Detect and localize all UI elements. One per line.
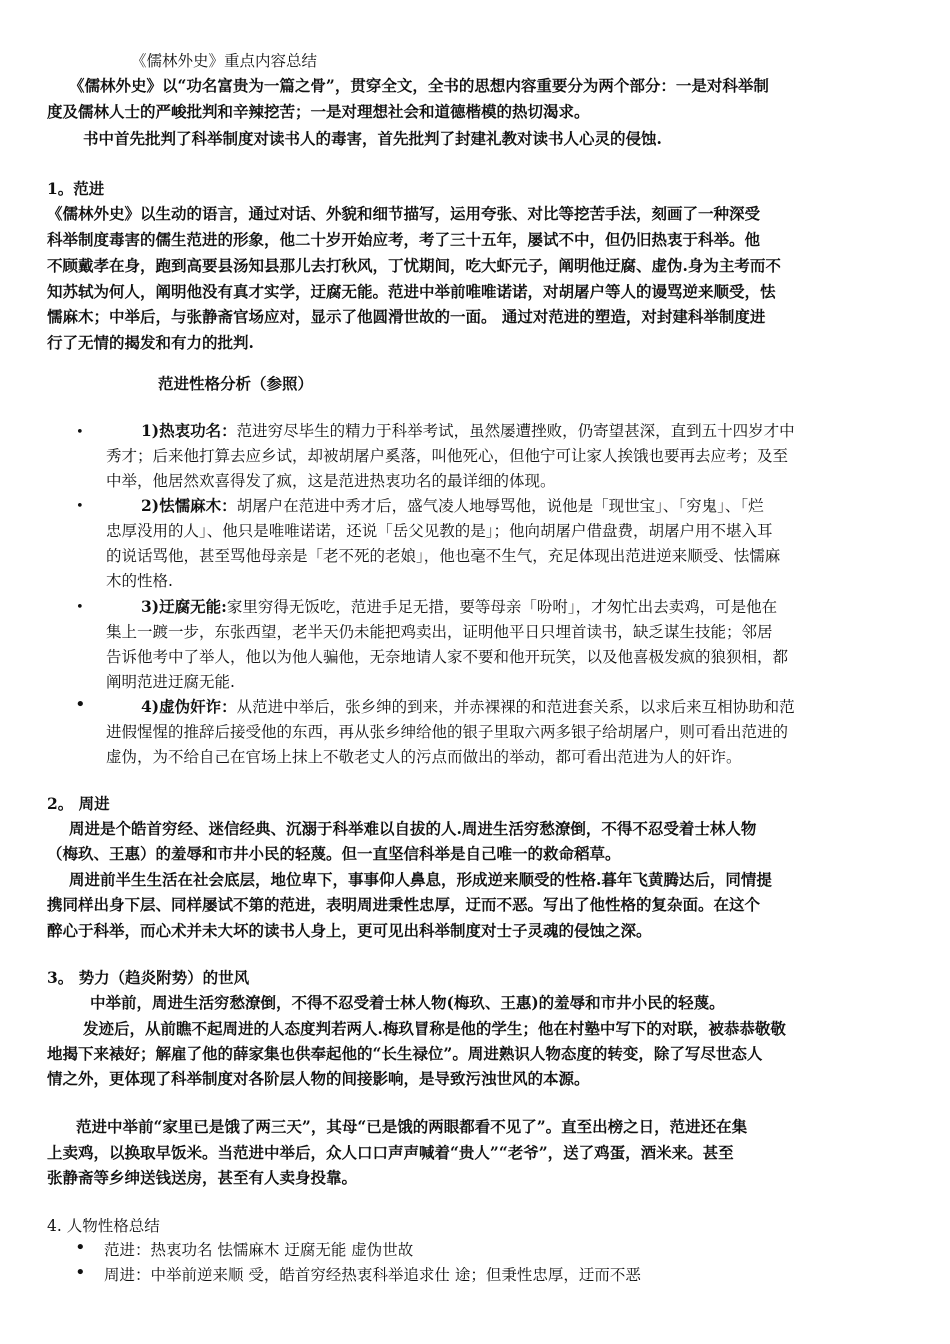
bullet-icon: •	[75, 1262, 86, 1283]
summary-item: 范进：热衷功名 怯懦麻木 迂腐无能 虚伪世故	[104, 1241, 414, 1259]
section-paragraph-line: 科举制度毒害的儒生范进的形象，他二十岁开始应考，考了三十五年，屡试不中，但仍旧热衷于科举。他	[47, 230, 761, 249]
document-title: 《儒林外史》重点内容总结	[131, 52, 318, 70]
section-paragraph-line: 范进中举前“家里已是饿了两三天”，其母“已是饿的两眼都看不见了”。直至出榜之日，范进还在集	[76, 1117, 748, 1136]
bullet-icon: •	[75, 1237, 86, 1258]
analysis-item-line: 集上一踱一步，东张西望，老半天仍未能把鸡卖出，证明他平日只埋首读书，缺乏谋生技能；邻居	[106, 623, 773, 641]
analysis-item-label: 2)怯懦麻木：	[141, 496, 237, 515]
intro-line: 《儒林外史》以“功名富贵为一篇之骨”，贯穿全文，全书的思想内容重要分为两个部分：一是对科举制	[69, 76, 769, 95]
analysis-item	[141, 495, 764, 517]
analysis-item-label: 1)热衷功名：	[141, 421, 237, 440]
section-heading-social-trend: 3。 势力（趋炎附势）的世风	[47, 968, 250, 987]
analysis-item-line: 的说话骂他，甚至骂他母亲是「老不死的老娘」，他也毫不生气，充足体现出范进逆来顺受、怯懦麻	[106, 547, 781, 565]
subheading-character-analysis: 范进性格分析（参照）	[158, 374, 314, 393]
section-paragraph-line: 懦麻木；中举后，与张静斋官场应对，显示了他圆滑世故的一面。 通过对范进的塑造，对封建科举制度进	[47, 307, 766, 326]
section-paragraph-line: 地揭下来裱好；解雇了他的薛家集也供奉起他的“长生禄位”。周进熟识人物态度的转变，除了写尽世态人	[47, 1044, 763, 1063]
section-paragraph-line: 上卖鸡，以换取早饭米。当范进中举后，众人口口声声喊着“贵人”“老爷”，送了鸡蛋，酒米来。甚至	[47, 1143, 734, 1162]
section-paragraph-line: 张静斋等乡绅送钱送房，甚至有人卖身投靠。	[47, 1168, 358, 1187]
bullet-icon: •	[76, 499, 84, 514]
analysis-item-line: 虚伪，为不给自己在官场上抹上不敬老丈人的污点而做出的举动，都可看出范进为人的奸诈。	[106, 748, 742, 766]
section-paragraph-line: 《儒林外史》以生动的语言，通过对话、外貌和细节描写，运用夸张、对比等挖苦手法，刻画了一种深受	[47, 204, 761, 223]
analysis-item-label: 4)虚伪奸诈：	[141, 697, 237, 716]
section-paragraph-line: 知苏轼为何人，阐明他没有真才实学，迂腐无能。范进中举前唯唯诺诺，对胡屠户等人的谩骂逆来顺受，怯	[47, 282, 776, 301]
analysis-item	[141, 696, 795, 718]
analysis-item	[141, 420, 795, 442]
analysis-item-line: 告诉他考中了举人，他以为他人骗他，无奈地请人家不要和他开玩笑，以及他喜极发疯的狼狈相，都	[106, 648, 789, 666]
analysis-item-text: 胡屠户在范进中秀才后，盛气凌人地辱骂他，说他是「现世宝」、「穷鬼」、「烂	[236, 497, 764, 515]
analysis-item-line: 中举，他居然欢喜得发了疯，这是范进热衷功名的最详细的体现。	[106, 472, 556, 490]
analysis-item-line: 秀才；后来他打算去应乡试，却被胡屠户奚落，叫他死心，但他宁可让家人挨饿也要再去应考；及至	[106, 447, 789, 465]
section-paragraph-line: 不顾戴孝在身，跑到高要县汤知县那儿去打秋风，丁忧期间，吃大虾元子，阐明他迂腐、虚伪.身为主考而不	[47, 256, 781, 275]
analysis-item-line: 进假惺惺的推辞后接受他的东西，再从张乡绅给他的银子里取六两多银子给胡屠户，则可看出范进的	[106, 723, 789, 741]
section-paragraph-line: （梅玖、王惠）的羞辱和市井小民的轻蔑。但一直坚信科举是自己唯一的救命稻草。	[47, 844, 621, 863]
intro-line: 度及儒林人士的严峻批判和辛辣挖苦；一是对理想社会和道德楷模的热切渴求。	[47, 102, 590, 121]
section-heading-zhoujin: 2。 周进	[47, 794, 110, 813]
section-heading-fanjin: 1。范进	[47, 179, 105, 198]
section-paragraph-line: 周进是个皓首穷经、迷信经典、沉溺于科举难以自拔的人.周进生活穷愁潦倒，不得不忍受着士林人物	[69, 819, 757, 838]
analysis-item-line: 阐明范进迂腐无能.	[106, 673, 235, 691]
analysis-item-line: 木的性格.	[106, 572, 173, 590]
intro-line: 书中首先批判了科举制度对读书人的毒害，首先批判了封建礼教对读书人心灵的侵蚀.	[83, 129, 662, 148]
analysis-item-line: 忠厚没用的人」、他只是唯唯诺诺，还说「岳父见教的是」；他向胡屠户借盘费，胡屠户用不堪入耳	[106, 522, 773, 540]
analysis-item	[141, 596, 777, 618]
analysis-item-label: 3)迂腐无能:	[141, 597, 227, 616]
analysis-item-text: 从范进中举后，张乡绅的到来，并赤裸裸的和范进套关系，以求后来互相协助和范	[236, 698, 795, 716]
bullet-icon: •	[75, 694, 86, 715]
section-paragraph-line: 携同样出身下层、同样屡试不第的范进，表明周进秉性忠厚，迂而不恶。写出了他性格的复杂面。在这个	[47, 895, 761, 914]
summary-item: 周进：中举前逆来顺 受，皓首穷经热衷科举追求仕 途；但秉性忠厚，迂而不恶	[104, 1266, 641, 1284]
analysis-item-text: 范进穷尽毕生的精力于科举考试，虽然屡遭挫败，仍寄望甚深，直到五十四岁才中	[236, 422, 795, 440]
bullet-icon: •	[76, 425, 84, 440]
section-paragraph-line: 周进前半生生活在社会底层，地位卑下，事事仰人鼻息，形成逆来顺受的性格.暮年飞黄腾达后，同情提	[69, 870, 772, 889]
section-paragraph-line: 醉心于科举，而心术并未大坏的读书人身上，更可见出科举制度对士子灵魂的侵蚀之深。	[47, 921, 652, 940]
section-paragraph-line: 中举前，周进生活穷愁潦倒，不得不忍受着士林人物(梅玖、王惠)的羞辱和市井小民的轻蔑。	[90, 993, 725, 1012]
section-paragraph-line: 发迹后，从前瞧不起周进的人态度判若两人.梅玖冒称是他的学生；他在村塾中写下的对联，被恭恭敬敬	[83, 1019, 786, 1038]
section-paragraph-line: 行了无情的揭发和有力的批判.	[47, 333, 254, 352]
section-paragraph-line: 情之外，更体现了科举制度对各阶层人物的间接影响，是导致污浊世风的本源。	[47, 1069, 590, 1088]
bullet-icon: •	[76, 600, 84, 615]
analysis-item-text: 家里穷得无饭吃，范进手足无措，要等母亲「吩咐」，才匆忙出去卖鸡，可是他在	[226, 598, 778, 616]
section-heading-character-summary: 4. 人物性格总结	[47, 1217, 160, 1235]
